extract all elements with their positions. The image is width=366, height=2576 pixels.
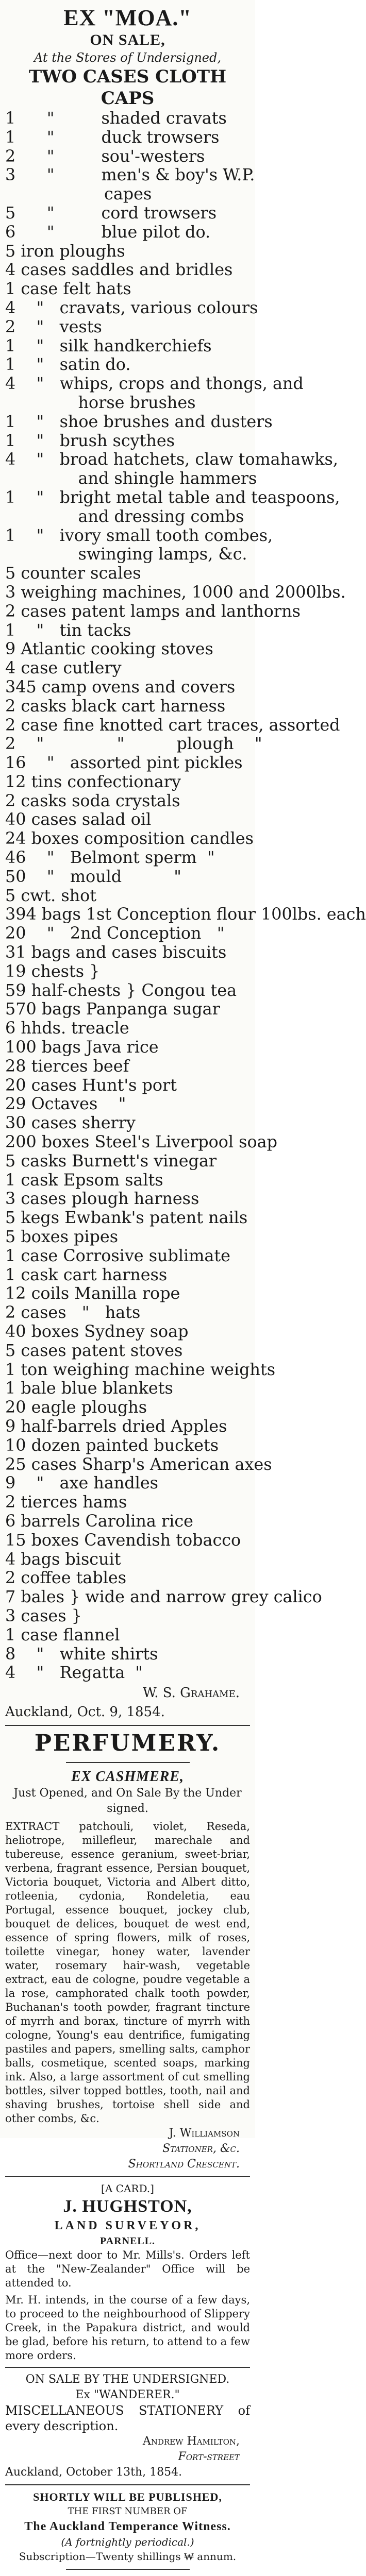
- card-body-1: Office—next door to Mr. Mills's. Orders left at the "New-Zealander" Office will be attended to.: [5, 2249, 250, 2290]
- item-line: 345 camp ovens and covers: [5, 677, 236, 697]
- item-line: 3 weighing machines, 1000 and 2000lbs.: [5, 582, 346, 602]
- dateline: Auckland, Oct. 9, 1854.: [5, 1704, 165, 1720]
- advert-title: EX "MOA.": [63, 5, 192, 30]
- signature: W. S. Grahame.: [143, 1685, 240, 1701]
- perfumery-body: EXTRACT patchouli, violet, Reseda, heliotrope, millefleur, marechale and tubereuse, essence geranium, sweet-briar, verbena, fragrant essence, Persian bouquet, Victoria bouquet, Victoria and Albert ditto, rotleenia, cydonia, Rondeletia, eau Portugal, essence bouquet, jockey club, bouquet de delices, bouquet de west end, essence of spring flowers, milk of roses, toilette vinegar, honey water, lavender water, rosemary hair-wash, vegetable extract, eau de cologne, poudre vegetable a la rose, camphorated chalk tooth powder, Buchanan's tooth powder, fragrant tincture of myrrh and borax, tincture of myrrh with cologne, Young's eau dentrifice, fumigating pastiles and papers, smelling salts, camphor balls, cosmetique, scented soaps, marking ink. Also, a large assortment of cut smelling bottles, silver topped bottles, tooth, nail and shaving brushes, tortoise shell side and other combs, &c.: [5, 1820, 250, 2125]
- item-line: 1 " bright metal table and teaspoons,: [5, 487, 340, 507]
- item-line: 200 boxes Steel's Liverpool soap: [5, 1132, 277, 1152]
- item-line: 59 half-chests } Congou tea: [5, 980, 237, 1000]
- item-line: capes: [5, 184, 152, 204]
- item-line: 100 bags Java rice: [5, 1038, 159, 1057]
- publish-subheading: THE FIRST NUMBER OF: [68, 2506, 188, 2517]
- item-line: 1 " shaded cravats: [5, 109, 227, 128]
- item-line: 4 bags biscuit: [5, 1549, 121, 1569]
- advert-moa: [5, 5, 366, 1721]
- divider: [66, 1762, 190, 1763]
- item-line: 5 cwt. shot: [5, 886, 97, 905]
- advert-temperance: [5, 2489, 250, 2576]
- item-line: 1 " duck trowsers: [5, 127, 220, 147]
- item-line: 1 bale blue blankets: [5, 1379, 173, 1398]
- sale-heading: ON SALE BY THE UNDERSIGNED.: [25, 2373, 230, 2386]
- item-line: 5 cases patent stoves: [5, 1341, 183, 1360]
- item-list: [5, 109, 366, 1683]
- item-line: 9 " axe handles: [5, 1473, 158, 1493]
- item-line: swinging lamps, &c.: [5, 545, 247, 564]
- item-line: 4 " cravats, various colours: [5, 298, 258, 317]
- item-line: 1 ton weighing machine weights: [5, 1360, 276, 1379]
- signature-line-3: Shortland Crescent.: [128, 2158, 240, 2171]
- item-line: 16 " assorted pint pickles: [5, 753, 243, 773]
- item-line: 15 boxes Cavendish tobacco: [5, 1530, 241, 1550]
- perfumery-title: PERFUMERY.: [34, 1730, 221, 1757]
- signature: Andrew Hamilton,: [142, 2435, 240, 2448]
- publication-title: The Auckland Temperance Witness.: [24, 2520, 231, 2534]
- publish-heading: SHORTLY WILL BE PUBLISHED,: [33, 2490, 222, 2504]
- item-line: 4 cases saddles and bridles: [5, 260, 233, 280]
- item-line: 20 eagle ploughs: [5, 1398, 147, 1417]
- item-line: 4 " broad hatchets, claw tomahawks,: [5, 450, 338, 469]
- item-line: 3 cases }: [5, 1606, 82, 1625]
- ship-name: Ex "WANDERER.": [75, 2388, 180, 2402]
- item-line: and dressing combs: [5, 506, 244, 526]
- ship-name: EX CASHMERE,: [71, 1769, 184, 1785]
- item-line: 31 bags and cases biscuits: [5, 943, 227, 962]
- item-line: 2 cases patent lamps and lanthorns: [5, 601, 301, 621]
- item-line: 7 bales } wide and narrow grey calico: [5, 1587, 322, 1607]
- item-line: 10 dozen painted buckets: [5, 1435, 219, 1455]
- item-line: 1 " brush scythes: [5, 431, 175, 450]
- signature: J. Williamson: [169, 2127, 240, 2140]
- item-line: 6 " blue pilot do.: [5, 222, 211, 242]
- item-line: 46 " Belmont sperm ": [5, 848, 215, 868]
- item-line: horse brushes: [5, 393, 196, 412]
- item-line: 8 " white shirts: [5, 1644, 158, 1664]
- subscription-price: Subscription—Twenty shillings ₩ annum.: [19, 2550, 237, 2563]
- item-line: and shingle hammers: [5, 469, 257, 488]
- item-line: 2 cases " hats: [5, 1303, 141, 1323]
- item-line: 1 cask cart harness: [5, 1265, 168, 1284]
- item-line: 20 " 2nd Conception ": [5, 924, 225, 943]
- item-line: 3 " men's & boy's W.P.: [5, 165, 255, 185]
- item-line: 394 bags 1st Conception flour 100lbs. each: [5, 905, 366, 924]
- divider: [5, 1725, 250, 1726]
- item-line: 4 " Regatta ": [5, 1663, 143, 1683]
- item-line: 25 cases Sharp's American axes: [5, 1454, 272, 1474]
- item-line: 1 " shoe brushes and dusters: [5, 412, 273, 431]
- advert-card: [5, 2181, 250, 2363]
- item-line: 1 " silk handkerchiefs: [5, 336, 212, 355]
- advert-perfumery: [5, 1730, 250, 2172]
- item-line: 2 casks black cart harness: [5, 696, 226, 716]
- item-line: 1 " satin do.: [5, 355, 131, 375]
- item-line: 2 " vests: [5, 317, 102, 336]
- item-line: 2 " sou'-westers: [5, 146, 205, 166]
- signature-line-2: Fort-street: [178, 2450, 240, 2464]
- item-line: 3 cases plough harness: [5, 1189, 199, 1209]
- item-line: 40 boxes Sydney soap: [5, 1322, 189, 1341]
- dateline: Auckland, October 13th, 1854.: [5, 2466, 182, 2479]
- column-content: [5, 0, 366, 2576]
- signature-line-2: Stationer, &c.: [162, 2142, 240, 2156]
- item-line: 50 " mould ": [5, 867, 181, 886]
- item-line: 1 case Corrosive sublimate: [5, 1246, 230, 1265]
- item-line: 1 cask Epsom salts: [5, 1170, 163, 1190]
- item-line: 2 casks soda crystals: [5, 791, 180, 810]
- advert-stationery: [5, 2372, 250, 2480]
- lead-item: TWO CASES CLOTH CAPS: [28, 66, 227, 109]
- card-role: LAND SURVEYOR,: [54, 2219, 201, 2233]
- stores-subheading: At the Stores of Undersigned,: [34, 50, 221, 65]
- item-line: 2 tierces hams: [5, 1493, 127, 1512]
- item-line: 2 coffee tables: [5, 1568, 127, 1588]
- item-line: 5 " cord trowsers: [5, 203, 217, 223]
- item-line: 2 case fine knotted cart traces, assorted: [5, 715, 340, 735]
- item-line: 4 case cutlery: [5, 658, 122, 678]
- item-line: 1 " ivory small tooth combes,: [5, 526, 273, 545]
- item-line: 4 " whips, crops and thongs, and: [5, 374, 304, 394]
- item-line: 28 tierces beef: [5, 1056, 129, 1076]
- on-sale-heading: ON SALE,: [90, 31, 165, 48]
- item-line: 5 counter scales: [5, 564, 141, 583]
- item-line: 6 barrels Carolina rice: [5, 1511, 193, 1531]
- item-line: 5 kegs Ewbank's patent nails: [5, 1208, 248, 1228]
- item-line: 30 cases sherry: [5, 1113, 136, 1133]
- item-line: 2 " " plough ": [5, 734, 262, 754]
- item-line: 6 hhds. treacle: [5, 1019, 129, 1038]
- item-line: 12 tins confectionary: [5, 772, 181, 791]
- item-line: 9 Atlantic cooking stoves: [5, 639, 213, 659]
- item-line: 19 chests }: [5, 961, 100, 981]
- item-line: 20 cases Hunt's port: [5, 1075, 177, 1095]
- item-line: 1 case felt hats: [5, 279, 131, 299]
- divider: [5, 2484, 250, 2485]
- item-line: 9 half-barrels dried Apples: [5, 1416, 227, 1436]
- item-line: 5 casks Burnett's vinegar: [5, 1151, 217, 1171]
- just-opened: Just Opened, and On Sale By the Under signed.: [13, 1787, 242, 1816]
- item-line: 570 bags Panpanga sugar: [5, 999, 220, 1019]
- item-line: 1 case flannel: [5, 1625, 120, 1645]
- stationery-body: MISCELLANEOUS STATIONERY of every description.: [5, 2403, 250, 2434]
- card-place: PARNELL.: [99, 2235, 156, 2247]
- item-line: 24 boxes composition candles: [5, 829, 254, 849]
- divider: [5, 2367, 250, 2368]
- item-line: 1 " tin tacks: [5, 620, 131, 640]
- item-line: 12 coils Manilla rope: [5, 1284, 180, 1303]
- card-name: J. HUGHSTON,: [63, 2197, 192, 2216]
- item-line: 5 boxes pipes: [5, 1227, 119, 1247]
- item-line: 29 Octaves ": [5, 1094, 126, 1114]
- item-line: 40 cases salad oil: [5, 810, 152, 829]
- card-tag: [A CARD.]: [101, 2182, 154, 2195]
- divider: [66, 2569, 190, 2570]
- frequency: (A fortnightly periodical.): [61, 2536, 194, 2549]
- divider: [5, 2176, 250, 2177]
- card-body-2: Mr. H. intends, in the course of a few days, to proceed to the neighbourhood of Slippery Creek, in the Papakura district, and would be glad, before his return, to attend to a few more orders.: [5, 2294, 250, 2362]
- item-line: 5 iron ploughs: [5, 241, 125, 261]
